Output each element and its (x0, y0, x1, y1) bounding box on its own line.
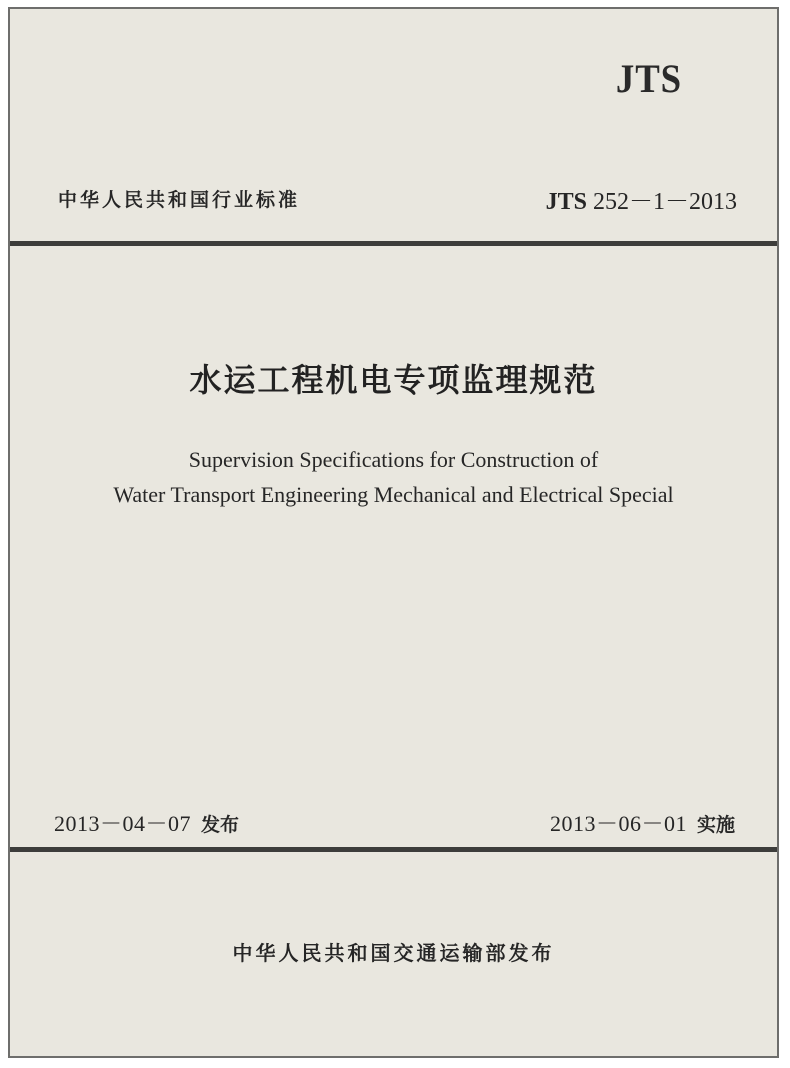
effective-label: 实施 (696, 814, 735, 836)
standard-category: 中华人民共和国行业标准 (58, 189, 301, 211)
chinese-title: 水运工程机电专项监理规范 (189, 361, 598, 399)
book-cover (8, 7, 779, 1058)
top-divider (10, 241, 777, 246)
issue-label: 发布 (201, 814, 240, 836)
jts-logo: JTS (615, 56, 683, 101)
english-title-line-1: Supervision Specifications for Construction of (188, 447, 599, 472)
publisher: 中华人民共和国交通运输部发布 (232, 941, 555, 965)
standard-code: 252－1－2013 (593, 189, 737, 215)
effective-date: 2013－06－01 (549, 811, 687, 836)
effective-date-row (550, 807, 735, 838)
bottom-divider (10, 847, 777, 852)
standard-number (546, 181, 737, 216)
english-title-line-2: Water Transport Engineering Mechanical and Electrical Special (113, 482, 674, 507)
standard-prefix: JTS (545, 189, 587, 215)
issue-date-row (54, 807, 239, 838)
issue-date: 2013－04－07 (54, 811, 192, 836)
